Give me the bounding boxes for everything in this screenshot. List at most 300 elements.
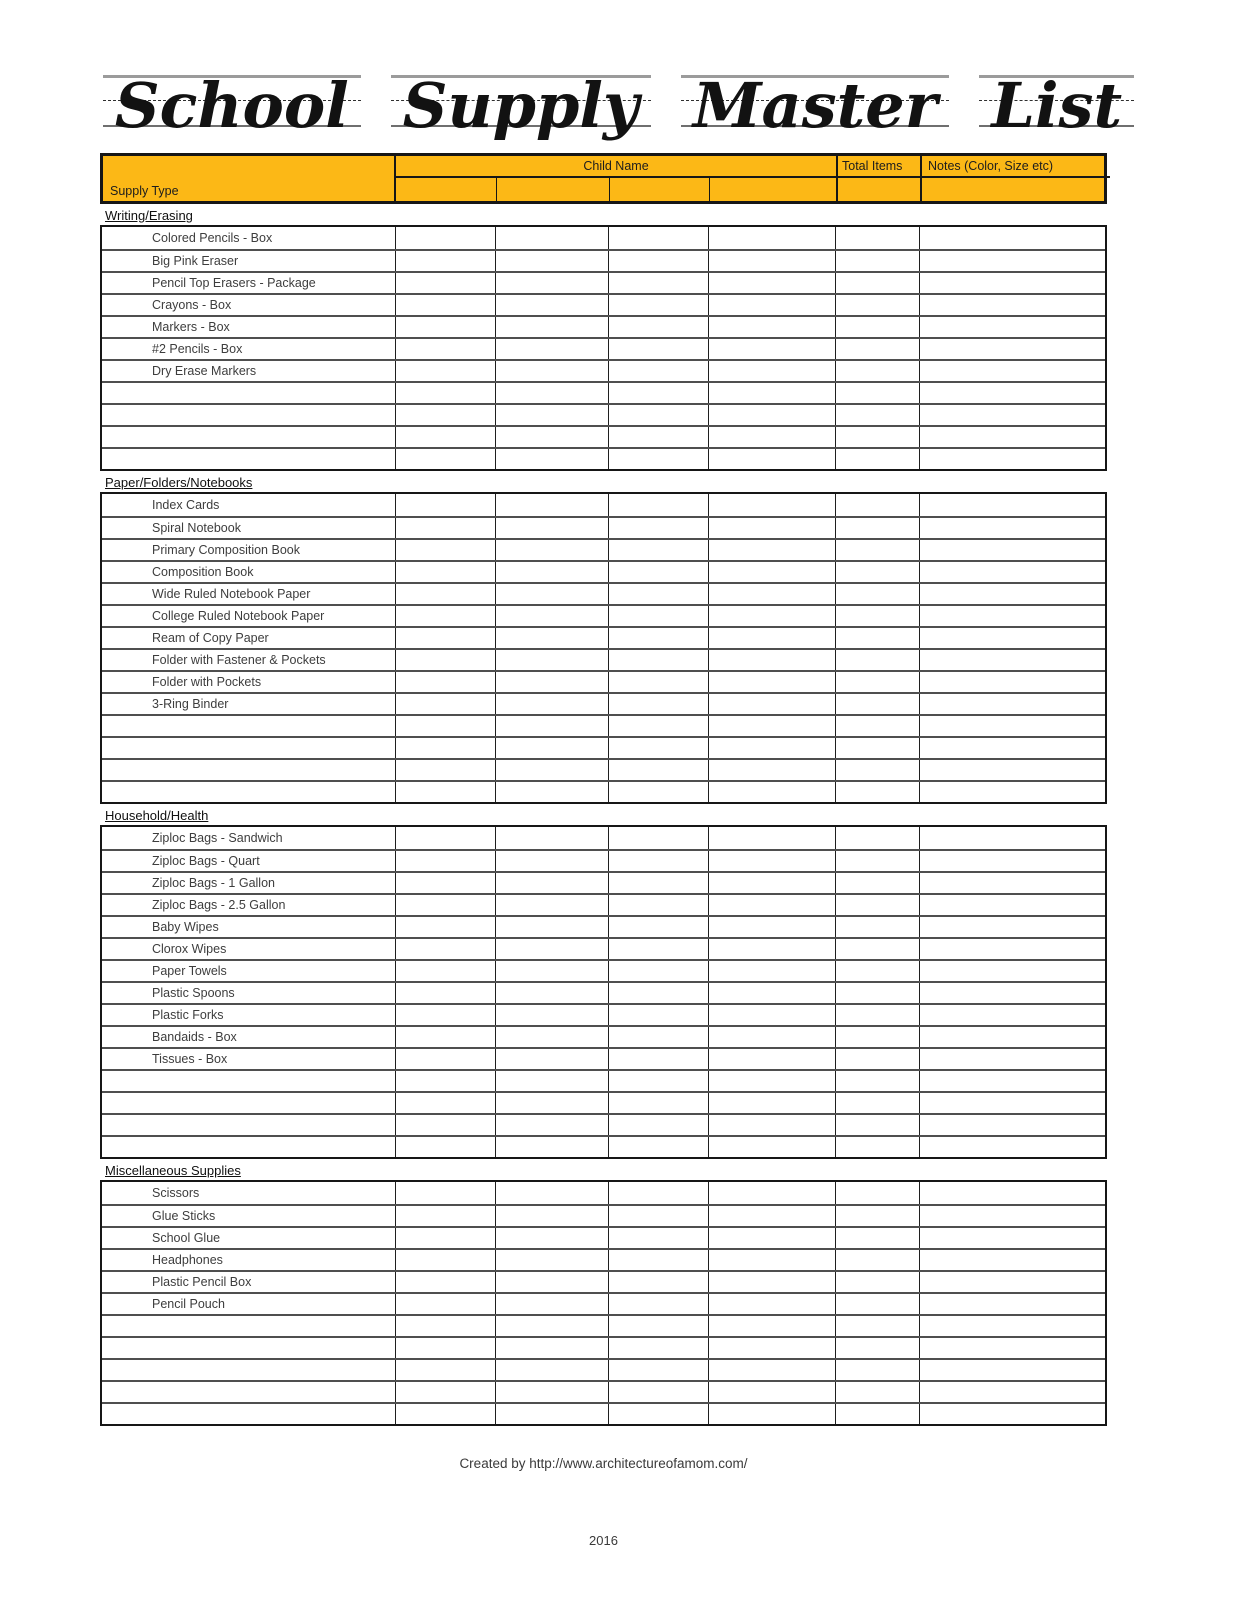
entry-cell (495, 1272, 608, 1292)
entry-cell (395, 295, 495, 315)
entry-cell (708, 383, 835, 403)
entry-cell (835, 782, 919, 802)
entry-cell (395, 782, 495, 802)
entry-cell (608, 339, 708, 359)
table-row (102, 981, 1105, 1003)
entry-cell (495, 317, 608, 337)
entry-cell (919, 694, 1109, 714)
entry-cell (395, 339, 495, 359)
supply-section (100, 1163, 1107, 1426)
entry-cell (708, 1316, 835, 1336)
entry-cell (608, 361, 708, 381)
entry-cell (608, 650, 708, 670)
entry-cell (835, 317, 919, 337)
entry-cell (395, 449, 495, 469)
child-name-header-cell (396, 156, 836, 178)
entry-cell (608, 518, 708, 538)
entry-cell (919, 1294, 1109, 1314)
item-name-cell (102, 738, 395, 758)
entry-cell (608, 961, 708, 981)
entry-cell (708, 361, 835, 381)
entry-cell (919, 961, 1109, 981)
entry-cell (608, 1250, 708, 1270)
entry-cell (835, 562, 919, 582)
entry-cell (708, 1206, 835, 1226)
table-row (102, 827, 1105, 849)
total-items-entry-cell (836, 178, 920, 201)
entry-cell (608, 1027, 708, 1047)
entry-cell (919, 1360, 1109, 1380)
page-title (0, 0, 1237, 142)
entry-cell (395, 873, 495, 893)
item-name-cell (102, 449, 395, 469)
entry-cell (919, 1115, 1109, 1135)
entry-cell (608, 628, 708, 648)
table-row (102, 560, 1105, 582)
entry-cell (395, 427, 495, 447)
table-row (102, 227, 1105, 249)
item-name-cell: Plastic Spoons (152, 986, 235, 1000)
entry-cell (919, 317, 1109, 337)
entry-cell (835, 1071, 919, 1091)
entry-cell (708, 1272, 835, 1292)
section-label: Paper/Folders/Notebooks (105, 475, 253, 490)
entry-cell (495, 540, 608, 560)
item-name-cell: Ziploc Bags - 2.5 Gallon (152, 898, 286, 912)
table-row (102, 849, 1105, 871)
entry-cell (495, 716, 608, 736)
entry-cell (395, 917, 495, 937)
entry-cell (495, 339, 608, 359)
entry-cell (495, 1360, 608, 1380)
entry-cell (495, 851, 608, 871)
table-row (102, 425, 1105, 447)
entry-cell (495, 917, 608, 937)
entry-cell (608, 1228, 708, 1248)
entry-cell (919, 628, 1109, 648)
entry-cell (608, 584, 708, 604)
entry-cell (395, 1316, 495, 1336)
entry-cell (395, 1071, 495, 1091)
total-items-label: Total Items (842, 159, 903, 173)
entry-cell (708, 251, 835, 271)
entry-cell (919, 873, 1109, 893)
entry-cell (708, 716, 835, 736)
entry-cell (919, 518, 1109, 538)
entry-cell (608, 1049, 708, 1069)
entry-cell (608, 273, 708, 293)
table-row (102, 871, 1105, 893)
entry-cell (495, 584, 608, 604)
entry-cell (608, 939, 708, 959)
table-row (102, 1380, 1105, 1402)
entry-cell (395, 540, 495, 560)
item-name-cell: School Glue (152, 1231, 221, 1245)
entry-cell (708, 1027, 835, 1047)
entry-cell (495, 1404, 608, 1424)
entry-cell (495, 895, 608, 915)
entry-cell (395, 738, 495, 758)
entry-cell (708, 1005, 835, 1025)
table-row (102, 1003, 1105, 1025)
entry-cell (919, 1005, 1109, 1025)
entry-cell (708, 1294, 835, 1314)
table-row (102, 648, 1105, 670)
item-name-cell: Ziploc Bags - 1 Gallon (152, 876, 275, 890)
child-name-entry-cell-3 (609, 178, 709, 201)
entry-cell (608, 427, 708, 447)
entry-cell (708, 1093, 835, 1113)
table-row (102, 494, 1105, 516)
entry-cell (495, 1338, 608, 1358)
entry-cell (495, 760, 608, 780)
entry-cell (708, 1137, 835, 1157)
entry-cell (608, 694, 708, 714)
entry-cell (919, 606, 1109, 626)
title-text: School (114, 69, 349, 142)
entry-cell (835, 1382, 919, 1402)
entry-cell (835, 827, 919, 849)
section-table (100, 225, 1107, 471)
entry-cell (919, 782, 1109, 802)
entry-cell (395, 1093, 495, 1113)
table-row (102, 780, 1105, 802)
table-header (100, 153, 1107, 204)
entry-cell (835, 628, 919, 648)
table-row (102, 959, 1105, 981)
entry-cell (608, 1115, 708, 1135)
entry-cell (708, 540, 835, 560)
entry-cell (395, 1360, 495, 1380)
entry-cell (919, 650, 1109, 670)
entry-cell (495, 694, 608, 714)
entry-cell (835, 251, 919, 271)
entry-cell (835, 383, 919, 403)
item-name-cell (102, 1404, 395, 1424)
entry-cell (835, 1338, 919, 1358)
entry-cell (708, 317, 835, 337)
entry-cell (708, 518, 835, 538)
item-name-cell: Wide Ruled Notebook Paper (152, 587, 311, 601)
item-name-cell (102, 383, 395, 403)
title-word-supply (391, 69, 651, 142)
entry-cell (395, 650, 495, 670)
entry-cell (708, 227, 835, 249)
entry-cell (708, 827, 835, 849)
entry-cell (395, 983, 495, 1003)
entry-cell (708, 427, 835, 447)
entry-cell (708, 1115, 835, 1135)
entry-cell (495, 1049, 608, 1069)
entry-cell (708, 562, 835, 582)
table-row (102, 315, 1105, 337)
item-name-cell: Crayons - Box (152, 298, 232, 312)
table-row (102, 670, 1105, 692)
item-name-cell: Primary Composition Book (152, 543, 300, 557)
entry-cell (608, 917, 708, 937)
item-name-cell: Plastic Pencil Box (152, 1275, 252, 1289)
entry-cell (919, 895, 1109, 915)
entry-cell (835, 405, 919, 425)
entry-cell (919, 1272, 1109, 1292)
entry-cell (495, 1137, 608, 1157)
entry-cell (608, 1093, 708, 1113)
entry-cell (835, 1115, 919, 1135)
entry-cell (608, 1137, 708, 1157)
entry-cell (835, 672, 919, 692)
entry-cell (608, 1206, 708, 1226)
child-name-entry-cell-4 (709, 178, 836, 201)
entry-cell (608, 1316, 708, 1336)
table-row (102, 937, 1105, 959)
title-text: Supply (402, 69, 639, 142)
entry-cell (835, 494, 919, 516)
entry-cell (919, 716, 1109, 736)
item-name-cell: Clorox Wipes (152, 942, 227, 956)
entry-cell (708, 1228, 835, 1248)
entry-cell (395, 383, 495, 403)
entry-cell (608, 1360, 708, 1380)
table-row (102, 893, 1105, 915)
entry-cell (495, 1071, 608, 1091)
item-name-cell: #2 Pencils - Box (152, 342, 243, 356)
sections-container (100, 208, 1107, 1426)
entry-cell (395, 827, 495, 849)
item-name-cell (102, 427, 395, 447)
item-name-cell (102, 1338, 395, 1358)
table-row (102, 538, 1105, 560)
table-row (102, 516, 1105, 538)
item-name-cell (102, 405, 395, 425)
entry-cell (395, 1005, 495, 1025)
entry-cell (919, 540, 1109, 560)
entry-cell (835, 961, 919, 981)
entry-cell (835, 983, 919, 1003)
entry-cell (395, 672, 495, 692)
entry-cell (835, 1182, 919, 1204)
entry-cell (495, 1182, 608, 1204)
table-row (102, 293, 1105, 315)
entry-cell (395, 606, 495, 626)
entry-cell (495, 405, 608, 425)
table-row (102, 758, 1105, 780)
item-name-cell: Folder with Pockets (152, 675, 262, 689)
title-text: Master (692, 69, 938, 142)
item-name-cell: Pencil Pouch (152, 1297, 225, 1311)
entry-cell (495, 1093, 608, 1113)
table-row (102, 271, 1105, 293)
entry-cell (395, 251, 495, 271)
table-row (102, 1358, 1105, 1380)
entry-cell (708, 895, 835, 915)
table-row (102, 582, 1105, 604)
entry-cell (835, 540, 919, 560)
entry-cell (395, 562, 495, 582)
table-row (102, 447, 1105, 469)
entry-cell (495, 782, 608, 802)
entry-cell (835, 227, 919, 249)
item-name-cell (102, 1071, 395, 1091)
entry-cell (919, 405, 1109, 425)
entry-cell (835, 1316, 919, 1336)
item-name-cell: Baby Wipes (152, 920, 219, 934)
entry-cell (495, 1250, 608, 1270)
child-name-label: Child Name (583, 159, 649, 173)
entry-cell (835, 939, 919, 959)
child-name-entry-cell-1 (396, 178, 496, 201)
table-row (102, 1248, 1105, 1270)
entry-cell (608, 716, 708, 736)
entry-cell (708, 628, 835, 648)
table-row (102, 714, 1105, 736)
entry-cell (608, 494, 708, 516)
entry-cell (835, 1250, 919, 1270)
entry-cell (919, 427, 1109, 447)
entry-cell (395, 361, 495, 381)
entry-cell (495, 273, 608, 293)
title-word-master (681, 69, 949, 142)
entry-cell (708, 1404, 835, 1424)
item-name-cell (102, 1093, 395, 1113)
entry-cell (835, 694, 919, 714)
entry-cell (835, 295, 919, 315)
entry-cell (495, 1228, 608, 1248)
entry-cell (708, 738, 835, 758)
entry-cell (395, 1182, 495, 1204)
entry-cell (708, 760, 835, 780)
entry-cell (708, 983, 835, 1003)
entry-cell (608, 1272, 708, 1292)
entry-cell (708, 273, 835, 293)
entry-cell (395, 1137, 495, 1157)
section-table (100, 825, 1107, 1159)
entry-cell (708, 961, 835, 981)
table-row (102, 1047, 1105, 1069)
table-row (102, 337, 1105, 359)
item-name-cell: College Ruled Notebook Paper (152, 609, 325, 623)
entry-cell (395, 1206, 495, 1226)
table-row (102, 1135, 1105, 1157)
entry-cell (495, 383, 608, 403)
entry-cell (395, 1272, 495, 1292)
section-table (100, 1180, 1107, 1426)
entry-cell (608, 317, 708, 337)
entry-cell (919, 251, 1109, 271)
entry-cell (835, 584, 919, 604)
entry-cell (919, 1316, 1109, 1336)
entry-cell (495, 295, 608, 315)
entry-cell (395, 1250, 495, 1270)
entry-cell (919, 295, 1109, 315)
entry-cell (835, 518, 919, 538)
entry-cell (835, 1272, 919, 1292)
entry-cell (395, 494, 495, 516)
item-name-cell: Pencil Top Erasers - Package (152, 276, 316, 290)
entry-cell (835, 361, 919, 381)
entry-cell (919, 738, 1109, 758)
entry-cell (708, 917, 835, 937)
entry-cell (708, 1360, 835, 1380)
table-row (102, 381, 1105, 403)
entry-cell (835, 851, 919, 871)
credit-line: Created by http://www.architectureofamom.com/ (459, 1456, 748, 1471)
entry-cell (708, 405, 835, 425)
entry-cell (395, 273, 495, 293)
entry-cell (495, 827, 608, 849)
entry-cell (495, 1294, 608, 1314)
entry-cell (708, 672, 835, 692)
entry-cell (395, 961, 495, 981)
entry-cell (835, 1228, 919, 1248)
entry-cell (919, 1027, 1109, 1047)
entry-cell (919, 1250, 1109, 1270)
entry-cell (495, 1115, 608, 1135)
table-row (102, 915, 1105, 937)
title-word-school (103, 69, 361, 142)
notes-label: Notes (Color, Size etc) (928, 159, 1054, 173)
entry-cell (835, 716, 919, 736)
entry-cell (708, 584, 835, 604)
section-label: Household/Health (105, 808, 209, 823)
entry-cell (395, 1338, 495, 1358)
total-items-header-cell (836, 156, 920, 178)
item-name-cell: Glue Sticks (152, 1209, 216, 1223)
entry-cell (495, 650, 608, 670)
entry-cell (395, 518, 495, 538)
item-name-cell: 3-Ring Binder (152, 697, 229, 711)
entry-cell (919, 449, 1109, 469)
entry-cell (708, 449, 835, 469)
entry-cell (495, 1316, 608, 1336)
entry-cell (395, 317, 495, 337)
entry-cell (919, 584, 1109, 604)
entry-cell (608, 562, 708, 582)
entry-cell (919, 917, 1109, 937)
item-name-cell: Markers - Box (152, 320, 230, 334)
item-name-cell: Index Cards (152, 498, 220, 512)
entry-cell (835, 738, 919, 758)
entry-cell (608, 1071, 708, 1091)
supply-section (100, 808, 1107, 1159)
entry-cell (608, 1294, 708, 1314)
entry-cell (395, 694, 495, 714)
entry-cell (495, 606, 608, 626)
table-row (102, 1402, 1105, 1424)
entry-cell (835, 1294, 919, 1314)
entry-cell (919, 227, 1109, 249)
item-name-cell (102, 1137, 395, 1157)
entry-cell (835, 1093, 919, 1113)
entry-cell (395, 716, 495, 736)
entry-cell (708, 939, 835, 959)
item-name-cell (102, 1115, 395, 1135)
table-row (102, 403, 1105, 425)
entry-cell (608, 606, 708, 626)
entry-cell (835, 760, 919, 780)
entry-cell (608, 1182, 708, 1204)
entry-cell (919, 1093, 1109, 1113)
entry-cell (835, 273, 919, 293)
item-name-cell: Spiral Notebook (152, 521, 241, 535)
table-row (102, 1025, 1105, 1047)
item-name-cell: Composition Book (152, 565, 254, 579)
entry-cell (919, 361, 1109, 381)
item-name-cell: Scissors (152, 1186, 200, 1200)
entry-cell (395, 227, 495, 249)
entry-cell (395, 1115, 495, 1135)
table-row (102, 1091, 1105, 1113)
entry-cell (608, 873, 708, 893)
